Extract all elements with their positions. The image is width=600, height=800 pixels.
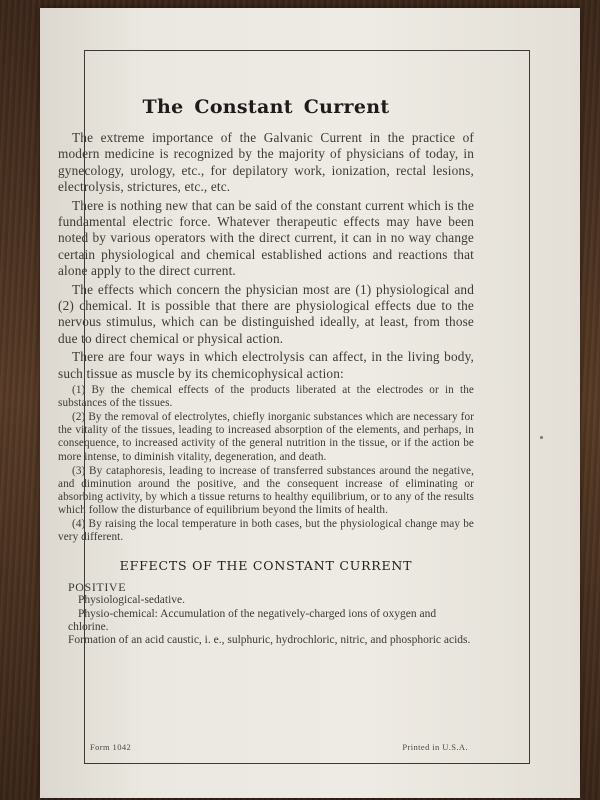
effects-list (58, 581, 474, 647)
way-item: (4) By raising the local temperature in both cases, but the physiological change may be very different. (58, 518, 474, 544)
way-item: (2) By the removal of electrolytes, chiefly inorganic substances which are necessary for the vitality of the tissues, leading to increased absorption of the elements, and perhaps, in consequence, to increased activity of the general nutrition in the tissue, or if the action be more intense, to diminish vitality, degeneration, and death. (58, 411, 474, 463)
paragraph-four-ways: There are four ways in which electrolysis can affect, in the living body, such tissue as muscle by its chemicophysical action: (58, 349, 474, 381)
way-item: (1) By the chemical effects of the products liberated at the electrodes or in the substances of the tissues. (58, 384, 474, 410)
paragraph-effects: The effects which concern the physician most are (1) physiological and (2) chemical. It is possible that there are physiological effects due to the nervous stimulus, which can be distinguished ideally, at least, from those due to direct chemical or physical action. (58, 281, 474, 346)
effects-positive-label: POSITIVE (68, 580, 127, 595)
effect-item: Physio-chemical: Accumulation of the negatively-charged ions of oxygen and chlorine. (68, 607, 437, 633)
paper-speck (540, 436, 543, 439)
effect-item: Physiological-sedative. (78, 594, 185, 607)
paragraph-intro: The extreme importance of the Galvanic Current in the practice of modern medicine is recognized by the majority of physicians of today, in gynecology, urology, etc., for depilatory work, ionization, rectal lesions, electrolysis, strictures, etc., etc. (58, 130, 474, 195)
document-title: The Constant Current (142, 96, 390, 118)
document-content (58, 56, 474, 647)
form-number: Form 1042 (90, 742, 132, 752)
effects-heading: EFFECTS OF THE CONSTANT CURRENT (119, 558, 413, 574)
printed-in: Printed in U.S.A. (402, 742, 468, 752)
effect-item: Formation of an acid caustic, i. e., sulphuric, hydrochloric, nitric, and phosphoric acids. (68, 634, 471, 647)
paragraph-nothing-new: There is nothing new that can be said of the constant current which is the fundamental electric force. Whatever therapeutic effects may have been noted by various operators with the direct current, it can in no way change certain physiological and chemical established actions and reactions that alone apply to the direct current. (58, 197, 474, 279)
way-item: (3) By cataphoresis, leading to increase of transferred substances around the negative, and diminution around the positive, and the consequent increase of eliminating or absorbing activity, by which a tissue returns to healthy equilibrium, or to any of the results which follow the disturbance of equilibrium beyond the limits of health. (58, 464, 474, 516)
